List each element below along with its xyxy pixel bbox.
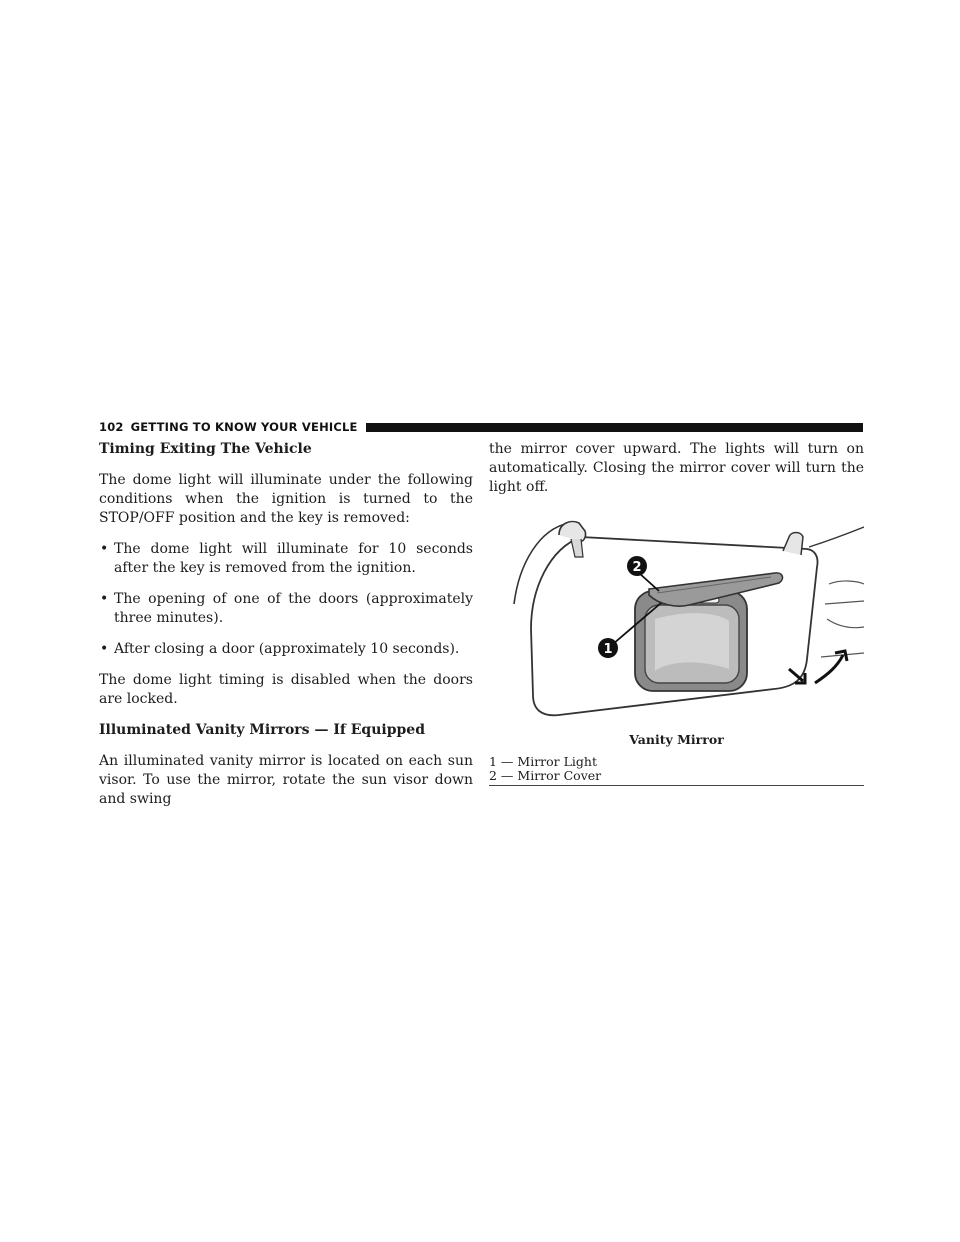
- legend-item-mirror-light: 1 — Mirror Light: [489, 754, 597, 769]
- paragraph-vanity-intro: An illuminated vanity mirror is located on each sun visor. To use the mirror, rotate the sun visor down and swing: [99, 753, 473, 807]
- vanity-mirror-figure: [489, 509, 864, 721]
- bullet-list: [99, 540, 473, 659]
- right-column: [489, 440, 864, 786]
- page-header: [99, 419, 863, 435]
- list-item: [99, 640, 473, 659]
- list-item-text: After closing a door (approximately 10 seconds).: [114, 641, 460, 657]
- figure-legend: [489, 755, 864, 783]
- visor-hinge-left: [559, 522, 586, 542]
- interior-line: [825, 601, 864, 604]
- legend-item-mirror-cover: 2 — Mirror Cover: [489, 768, 602, 783]
- list-item-text: The dome light will illuminate for 10 seconds after the key is removed from the ignition.: [114, 541, 473, 576]
- header-label: [99, 420, 358, 434]
- mirror-reflection: [655, 613, 729, 671]
- header-bar: [366, 423, 863, 432]
- page-number: 102: [99, 420, 124, 434]
- vanity-mirror-illustration: [489, 509, 864, 721]
- section-title: GETTING TO KNOW YOUR VEHICLE: [130, 420, 358, 434]
- bullet-icon: •: [100, 641, 109, 657]
- figure-caption: Vanity Mirror: [629, 732, 724, 747]
- interior-line: [827, 619, 864, 628]
- legend-divider: [489, 785, 864, 786]
- paragraph-timing-disabled: The dome light timing is disabled when the doors are locked.: [99, 672, 473, 707]
- visor-clip-right: [783, 533, 803, 556]
- list-item: [99, 590, 473, 628]
- list-item: [99, 540, 473, 578]
- paragraph-dome-conditions: The dome light will illuminate under the following conditions when the ignition is turned to the STOP/OFF position and the key is removed:: [99, 472, 473, 526]
- heading-vanity-mirrors: Illuminated Vanity Mirrors — If Equipped: [99, 722, 425, 738]
- interior-line: [829, 581, 864, 584]
- heading-timing-exiting: Timing Exiting The Vehicle: [99, 441, 312, 457]
- rotate-arrow-up-icon: [815, 655, 843, 683]
- list-item-text: The opening of one of the doors (approximately three minutes).: [114, 591, 473, 626]
- bullet-icon: •: [100, 591, 109, 607]
- callout-1-label: 1: [603, 642, 613, 657]
- bullet-icon: •: [100, 541, 109, 557]
- headliner-edge: [809, 527, 864, 547]
- callout-2-label: 2: [632, 560, 642, 575]
- left-column: [99, 440, 473, 821]
- paragraph-vanity-continued: the mirror cover upward. The lights will turn on automatically. Closing the mirror cover will turn the light off.: [489, 441, 864, 495]
